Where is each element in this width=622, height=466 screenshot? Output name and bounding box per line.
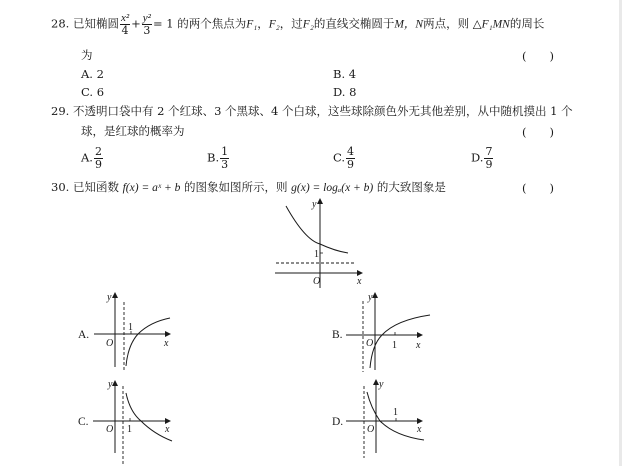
graph-option-d[interactable] [332, 379, 424, 458]
q29-option-d-frac: $\frac{7}{9}$ [485, 145, 493, 171]
graph-option-c[interactable] [78, 379, 172, 465]
origin-label: O [366, 338, 374, 349]
q28-f1: F₁ [246, 18, 258, 31]
q28-option-d[interactable]: D. 8 [333, 85, 357, 99]
q28-plus: + [131, 16, 141, 31]
q28-text-a: 已知椭圆 [72, 16, 119, 31]
q28-text-b: = 1 的两个焦点为 [152, 16, 247, 31]
option-d-label: D. [332, 416, 344, 428]
one-label: 1 [314, 249, 319, 260]
q30-answer-blank[interactable]: ( ) [522, 181, 554, 195]
q30-number: 30. [51, 180, 70, 194]
q28-frac-y: $\frac{\text{y²}}{3}$ [142, 12, 151, 37]
q28-text-f: 的周长 [509, 16, 545, 31]
one-label: 1 [127, 424, 132, 435]
q28-comma: ， [257, 16, 269, 31]
y-label: y [108, 379, 113, 390]
q28-frac-x: $\frac{\text{x²}}{4}$ [120, 12, 130, 37]
q30-text-c: 的大致图象是 [376, 180, 446, 194]
q28-answer-blank[interactable]: ( ) [522, 49, 554, 63]
q28-option-b[interactable]: B. 4 [333, 67, 357, 81]
q28-text-e: 两点，则 △ [423, 16, 482, 31]
y-label: y [368, 292, 373, 303]
origin-label: O [106, 338, 114, 349]
q30-text-a: 已知函数 [72, 180, 119, 194]
q29-option-c-frac: $\frac{4}{9}$ [347, 145, 355, 171]
q29-option-b-prefix: B. [207, 150, 220, 165]
q28-triangle: F₁MN [481, 18, 510, 31]
option-a-label: A. [78, 329, 90, 341]
q29-text: 不透明口袋中有 2 个红球、3 个黑球、4 个白球，这些球除颜色外无其他差别，从中随机摸出 1 个 [72, 104, 573, 118]
x-label: x [164, 338, 169, 349]
q28-option-c[interactable]: C. 6 [81, 85, 105, 99]
q29-option-a-prefix: A. [81, 150, 93, 165]
y-label: y [312, 199, 317, 210]
q30-f-formula: f(x) = aˣ + b [122, 182, 181, 194]
q29-line2: 球，是红球的概率为 [81, 124, 185, 138]
q28-number: 28. [51, 16, 70, 31]
q28-f2: F₂ [268, 18, 280, 31]
y-label: y [379, 379, 384, 390]
q29-option-d-prefix: D. [471, 150, 484, 165]
q28-text-d: 的直线交椭圆于 [313, 16, 395, 31]
q29-number: 29. [51, 104, 70, 118]
option-b-label: B. [332, 329, 343, 341]
graph-option-a[interactable] [78, 292, 170, 370]
q30-text-b: 的图象如图所示，则 [184, 180, 288, 194]
q29-option-c-prefix: C. [333, 150, 346, 165]
q28-f2b: F₂ [302, 18, 314, 31]
option-c-label: C. [78, 416, 89, 428]
q28-line2: 为 [81, 48, 93, 62]
origin-label: O [313, 276, 321, 287]
q29-option-b-frac: $\frac{1}{3}$ [221, 145, 229, 171]
origin-label: O [367, 424, 375, 435]
one-label: 1 [128, 322, 133, 333]
x-label: x [416, 340, 421, 351]
curve [286, 206, 348, 253]
one-label: 1 [392, 340, 397, 351]
q28-mn: M，N [394, 18, 424, 31]
y-label: y [107, 292, 112, 303]
main-graph [275, 199, 362, 288]
q28-option-a[interactable]: A. 2 [81, 67, 104, 81]
graph-option-b[interactable] [332, 292, 430, 372]
curve [370, 315, 430, 368]
origin-label: O [106, 424, 114, 435]
x-label: x [357, 276, 362, 287]
q29-option-a-frac: $\frac{2}{9}$ [94, 145, 102, 171]
x-label: x [417, 424, 422, 435]
q29-answer-blank[interactable]: ( ) [522, 125, 554, 139]
x-label: x [165, 424, 170, 435]
one-label: 1 [393, 407, 398, 418]
q30-g-formula: g(x) = logₐ(x + b) [291, 182, 374, 194]
q28-text-c: ，过 [279, 16, 303, 31]
